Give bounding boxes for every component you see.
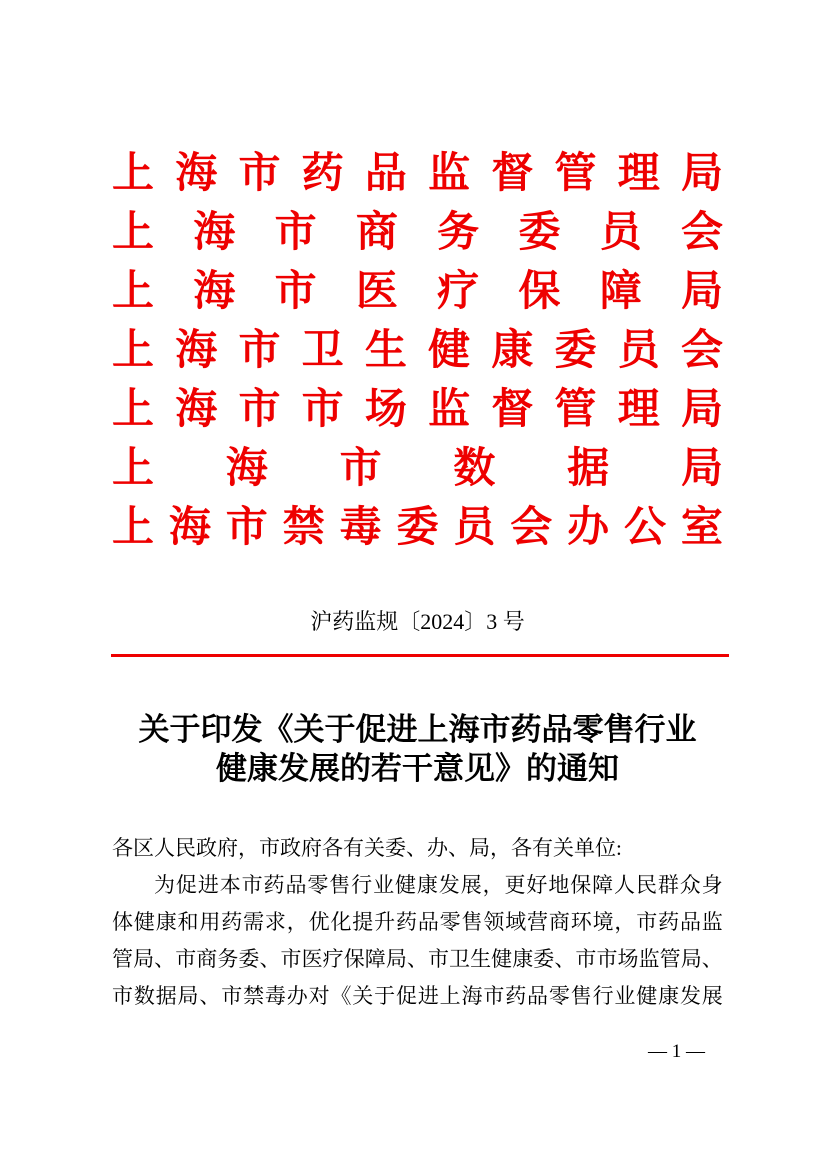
- agency-name-line: 上 海 市 卫 生 健 康 委 员 会: [112, 327, 723, 374]
- body-paragraph-line: 市 数 据 局 、 市 禁 毒 办 对 《 关 于 促 进 上 海 市 药 品 零 售 行 业 健 康 发 展: [112, 984, 723, 1008]
- issuing-agencies-block: [112, 140, 723, 553]
- notice-title: [112, 710, 723, 788]
- red-separator-rule: [111, 654, 729, 657]
- agency-name-line: 上 海 市 数 据 局: [112, 445, 723, 492]
- agency-name-line: 上 海 市 商 务 委 员 会: [112, 209, 723, 256]
- body-paragraph-line: 体 健 康 和 用 药 需 求 ， 优 化 提 升 药 品 零 售 领 域 营 商 环 境 ， 市 药 品 监: [112, 910, 723, 934]
- page-number: — 1 —: [648, 1041, 705, 1062]
- body-paragraph-line: 为 促 进 本 市 药 品 零 售 行 业 健 康 发 展 ， 更 好 地 保 障 人 民 群 众 身: [154, 873, 723, 897]
- notice-title-line-2: 健康发展的若干意见》的通知: [216, 751, 619, 786]
- agency-name-line: 上 海 市 医 疗 保 障 局: [112, 268, 723, 315]
- document-number: 沪药监规〔2024〕3 号: [310, 609, 525, 634]
- agency-name-line: 上 海 市 市 场 监 督 管 理 局: [112, 386, 723, 433]
- body-paragraph-line: 管 局 、 市 商 务 委 、 市 医 疗 保 障 局 、 市 卫 生 健 康 委 、 市 市 场 监 管 局 、: [112, 947, 723, 971]
- agency-name-line: 上 海 市 药 品 监 督 管 理 局: [112, 150, 723, 197]
- salutation-line: 各区人民政府，市政府各有关委、办、局，各有关单位:: [112, 836, 622, 860]
- body-text-block: [112, 830, 723, 1015]
- notice-title-line-1: 关于印发《关于促进上海市药品零售行业: [138, 712, 697, 747]
- agency-name-line: 上 海 市 禁 毒 委 员 会 办 公 室: [112, 504, 723, 551]
